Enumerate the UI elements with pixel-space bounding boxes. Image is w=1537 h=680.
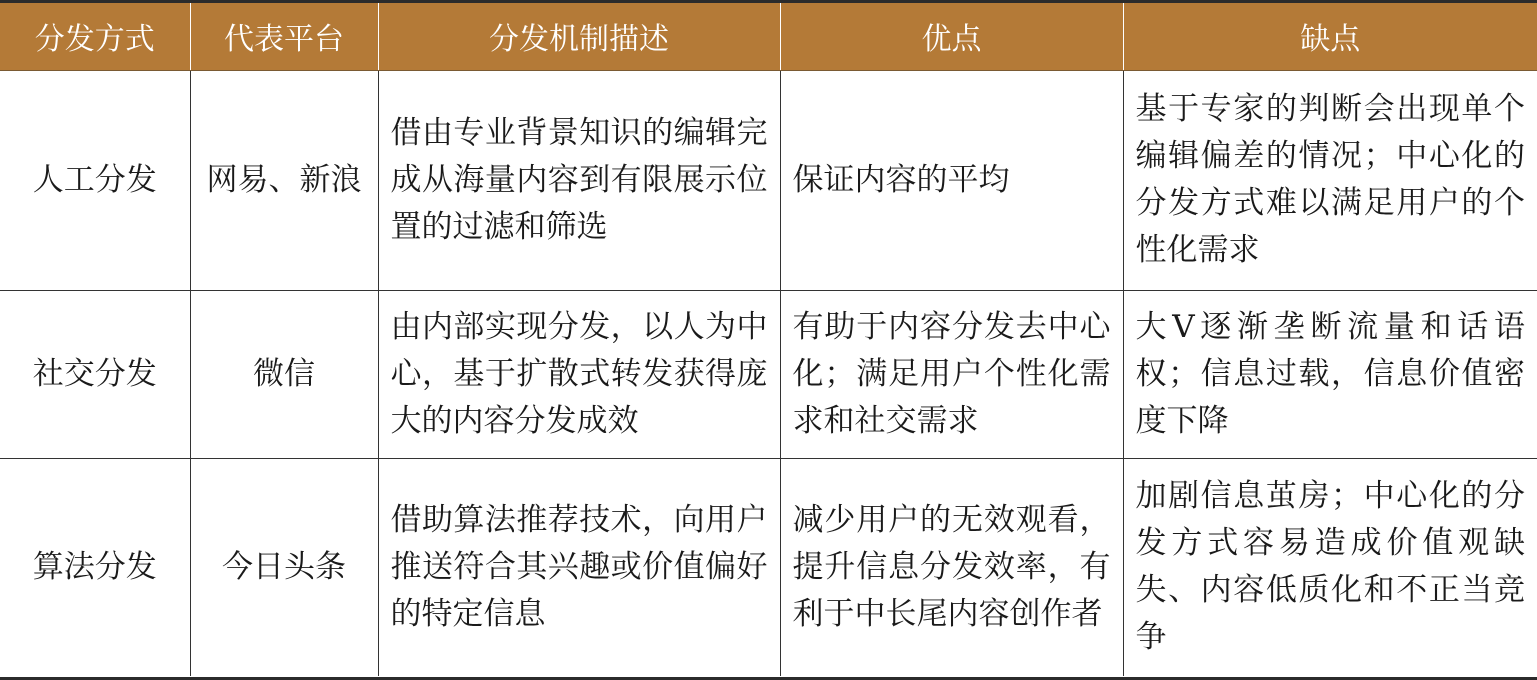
header-mechanism: 分发机制描述 xyxy=(378,3,780,70)
cell-method: 社交分发 xyxy=(0,290,190,458)
cell-method: 算法分发 xyxy=(0,458,190,676)
cell-pros: 保证内容的平均 xyxy=(780,70,1123,290)
cell-cons: 大V逐渐垄断流量和话语权；信息过载，信息价值密度下降 xyxy=(1123,290,1537,458)
header-method: 分发方式 xyxy=(0,3,190,70)
cell-cons: 基于专家的判断会出现单个编辑偏差的情况；中心化的分发方式难以满足用户的个性化需求 xyxy=(1123,70,1537,290)
cell-platform: 网易、新浪 xyxy=(190,70,378,290)
cell-pros: 有助于内容分发去中心化；满足用户个性化需求和社交需求 xyxy=(780,290,1123,458)
table-row xyxy=(0,70,1537,290)
cell-mechanism: 由内部实现分发，以人为中心，基于扩散式转发获得庞大的内容分发成效 xyxy=(378,290,780,458)
header-platform: 代表平台 xyxy=(190,3,378,70)
cell-cons: 加剧信息茧房；中心化的分发方式容易造成价值观缺失、内容低质化和不正当竞争 xyxy=(1123,458,1537,676)
distribution-comparison-table xyxy=(0,3,1537,676)
table-row xyxy=(0,458,1537,676)
cell-platform: 微信 xyxy=(190,290,378,458)
cell-mechanism: 借助算法推荐技术，向用户推送符合其兴趣或价值偏好的特定信息 xyxy=(378,458,780,676)
cell-platform: 今日头条 xyxy=(190,458,378,676)
header-row xyxy=(0,3,1537,70)
table-row xyxy=(0,290,1537,458)
cell-mechanism: 借由专业背景知识的编辑完成从海量内容到有限展示位置的过滤和筛选 xyxy=(378,70,780,290)
table-body xyxy=(0,70,1537,676)
header-cons: 缺点 xyxy=(1123,3,1537,70)
header-pros: 优点 xyxy=(780,3,1123,70)
cell-pros: 减少用户的无效观看，提升信息分发效率，有利于中长尾内容创作者 xyxy=(780,458,1123,676)
cell-method: 人工分发 xyxy=(0,70,190,290)
table-header xyxy=(0,3,1537,70)
